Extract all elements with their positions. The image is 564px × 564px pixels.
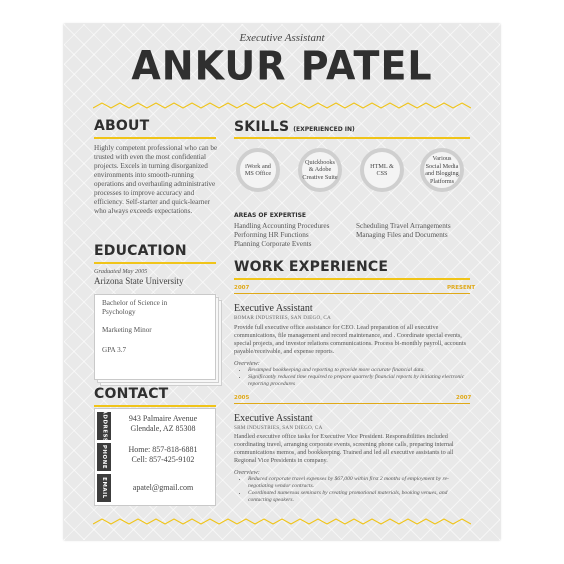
graduation-date: Graduated May 2005: [94, 268, 148, 275]
job2-title: Executive Assistant: [234, 413, 313, 424]
about-title: ABOUT: [94, 118, 150, 134]
work-title: WORK EXPERIENCE: [234, 259, 389, 275]
job1-title: Executive Assistant: [234, 303, 313, 314]
email-value[interactable]: apatel@gmail.com: [132, 483, 194, 492]
skills-heading: [234, 118, 355, 136]
education-rule: [94, 262, 216, 264]
phone-value: Home: 857-818-6881 Cell: 857-425-9102: [128, 445, 198, 464]
job2-end-year: 2007: [456, 395, 472, 401]
job1-description: Provide full executive office assistance for CEO. Lead preparation of all executive communications, file management and record maintenance, and . Coordinate special events, special projects, and investor relations communications. Process bi-monthly payroll, accounts payable/receivable, and expense reports.: [234, 324, 466, 355]
degree: Bachelor of Science in Psychology: [102, 299, 168, 316]
about-rule: [94, 137, 216, 139]
education-title: EDUCATION: [94, 243, 187, 259]
job1-overview-label: Overview:: [234, 360, 260, 367]
address-value: 943 Palmaire Avenue Glendale, AZ 85308: [128, 414, 198, 433]
address-label: ADDRESS: [97, 412, 111, 440]
skills-title: SKILLS: [234, 119, 290, 135]
skills-subtitle: (EXPERIENCED IN): [293, 126, 355, 133]
expertise-title: AREAS OF EXPERTISE: [234, 212, 307, 219]
expertise-col1: Handling Accounting Procedures Performing HR Functions Planning Corporate Events: [234, 222, 330, 248]
job2-overview-label: Overview:: [234, 469, 260, 476]
bottom-zigzag-divider: [93, 518, 471, 526]
skill-circle: Quickbooks & Adobe Creative Suite: [298, 148, 342, 192]
minor: Marketing Minor: [102, 326, 152, 334]
contact-rule: [94, 405, 216, 407]
top-zigzag-divider: [93, 102, 471, 110]
job2-company: SRM INDUSTRIES, SAN DIEGO, CA: [234, 425, 323, 431]
school-name: Arizona State University: [94, 276, 184, 286]
job1-timeline: [234, 293, 470, 294]
gpa: GPA 3.7: [102, 346, 127, 354]
job1-bullets: • Revamped bookkeeping and reporting to provide more accurate financial data. • Significantly reduced time required to prepare quarterly financial reports by initiating electronic reporting procedures: [238, 367, 470, 388]
job1-end-year: PRESENT: [447, 285, 476, 291]
skill-circle: iWork and MS Office: [236, 148, 280, 192]
resume-page: [64, 24, 500, 540]
phone-label: PHONE: [97, 443, 111, 471]
email-label: EMAIL: [97, 474, 111, 502]
job1-start-year: 2007: [234, 285, 250, 291]
skill-circle: Various Social Media and Blogging Platforms: [420, 148, 464, 192]
about-text: Highly competent professional who can be trusted with even the most confidential projects. Excels in turning disorganized environments into smooth-running operations and overhauling administrative processes to improve accuracy and efficiency. Self-starter and quick-learner who always exceeds expectations.: [94, 144, 218, 215]
job2-start-year: 2005: [234, 395, 250, 401]
job2-timeline: [234, 403, 470, 404]
skills-rule: [234, 137, 470, 139]
job-subtitle: Executive Assistant: [239, 32, 325, 44]
expertise-col2: Scheduling Travel Arrangements Managing Files and Documents: [356, 222, 451, 239]
applicant-name: ANKUR PATEL: [131, 42, 433, 90]
contact-card: [94, 408, 216, 506]
contact-title: CONTACT: [94, 386, 169, 402]
job2-description: Handled executive office tasks for Executive Vice President. Responsibilities included coordinating travel, arranging corporate events, screening phone calls, preparing internal communications memos, and bookkeeping. Trained and led all executive assistants to all Regional Vice Presidents in company.: [234, 433, 454, 464]
job1-company: BOMAR INDUSTRIES, SAN DIEGO, CA: [234, 315, 331, 321]
education-details-card: [94, 294, 216, 380]
job2-bullets: • Reduced corporate travel expenses by $67,000 within first 2 months of employment by re-negotiating vendor contracts. • Coordinated numerous seminars by creating promotional materials, booking venues, and contacting speakers.: [238, 476, 470, 504]
work-rule: [234, 278, 470, 280]
skill-circle: HTML & CSS: [360, 148, 404, 192]
